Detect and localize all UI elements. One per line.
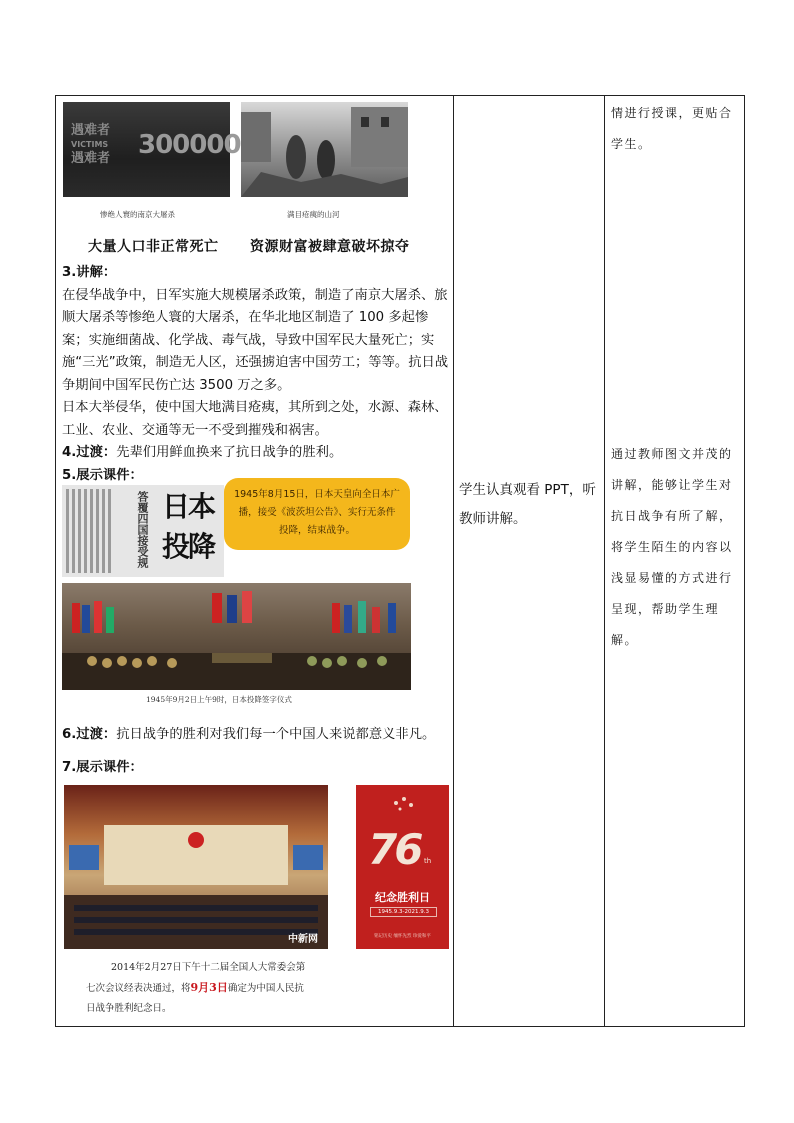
section-heading: 4.过渡：: [62, 445, 117, 460]
caption-text: 确定为中国人民抗日战争胜利纪念日。: [86, 983, 304, 1014]
student-activity-text: 学生认真观看 PPT，听教师讲解。: [459, 482, 596, 527]
design-intent-text: 情进行授课，更贴合学生。: [611, 106, 733, 151]
poster-superscript: th: [424, 857, 432, 865]
column-divider: [604, 96, 605, 1026]
newspaper-subtitle: 答覆四国接受规: [136, 491, 149, 568]
victory-day-poster: [356, 785, 449, 949]
section-heading: 5.展示课件：: [62, 467, 143, 483]
memorial-text: 遇难者: [71, 123, 111, 138]
surrender-ceremony-photo: [62, 583, 411, 690]
lecture-text: [62, 262, 454, 487]
image-caption: 满目疮痍的山河: [287, 210, 340, 219]
memorial-text: 遇难者: [71, 151, 111, 166]
poster-title: 纪念胜利日: [375, 891, 430, 904]
caption-highlight: 9月3日: [190, 981, 228, 994]
paragraph: 抗日战争的胜利对我们每一个中国人来说都意义非凡。: [116, 727, 436, 742]
doves-icon: [356, 793, 449, 823]
transition-text: [62, 724, 454, 747]
paragraph: 先辈们用鲜血换来了抗日战争的胜利。: [116, 445, 343, 460]
section-7: [62, 757, 454, 780]
paragraph: 在侵华战争中，日军实施大规模屠杀政策，制造了南京大屠杀、旅顺大屠杀等惨绝人寰的大屠杀，在华北地区制造了 100 多起惨案；实施细菌战、化学战、毒气战，导致中国军民大量死亡；实施“三光”政策，制造无人区，还强掳迫害中国劳工；等等。抗日战争期间中国军民伤亡达 3500 万之多。: [62, 287, 449, 393]
design-intent-middle: [611, 439, 741, 656]
slide-caption: 资源财富被肆意破坏掠夺: [250, 239, 410, 255]
ruins-illustration: [241, 102, 408, 197]
ceremony-flags: [62, 583, 411, 690]
column-divider: [453, 96, 454, 1026]
section-heading: 7.展示课件：: [62, 760, 143, 775]
memorial-number: 300000: [138, 130, 241, 160]
nanjing-memorial-photo: [63, 102, 241, 197]
section-heading: 6.过渡：: [62, 727, 117, 742]
newspaper-image: [62, 485, 224, 577]
image-caption: 1945年9月2日上午9时，日本投降签字仪式: [146, 695, 292, 704]
info-bubble: 1945年8月15日，日本天皇向全日本广播，接受《波茨坦公告》、实行无条件投降，结束战争。: [224, 478, 410, 550]
poster-number: 76: [368, 825, 421, 874]
ruins-photo: [241, 102, 408, 197]
paragraph: 日本大举侵华，使中国大地满目疮痍，其所到之处，水源、森林、工业、农业、交通等无一不受到摧残和祸害。: [62, 400, 448, 438]
slide-caption: 大量人口非正常死亡: [88, 239, 219, 255]
lesson-table: [55, 95, 745, 1027]
newspaper-headline: 日本投降: [162, 490, 215, 563]
poster-dates: 1945.9.3-2021.9.3: [370, 907, 437, 917]
anniversary-caption: [86, 958, 311, 1019]
design-intent-text: 通过教师图文并茂的讲解，能够让学生对抗日战争有所了解，将学生陌生的内容以浅显易懂的方式进行呈现，帮助学生理解。: [611, 447, 733, 647]
student-activity-column: [459, 476, 599, 534]
design-intent-top: [611, 98, 741, 160]
poster-footer: 铭记历史 缅怀先烈 珍爱和平: [374, 934, 431, 939]
npc-hall-photo: [64, 785, 328, 949]
section-heading: 3.讲解：: [62, 265, 117, 280]
hall-interior: [64, 785, 328, 949]
image-caption: 惨绝人寰的南京大屠杀: [100, 210, 175, 219]
memorial-text: VICTIMS: [71, 140, 109, 149]
watermark: 中新网: [288, 934, 318, 945]
caption-text: 2014年2月27日下午十二届全国人大常委会第七次会议经表决通过，将: [86, 962, 306, 994]
